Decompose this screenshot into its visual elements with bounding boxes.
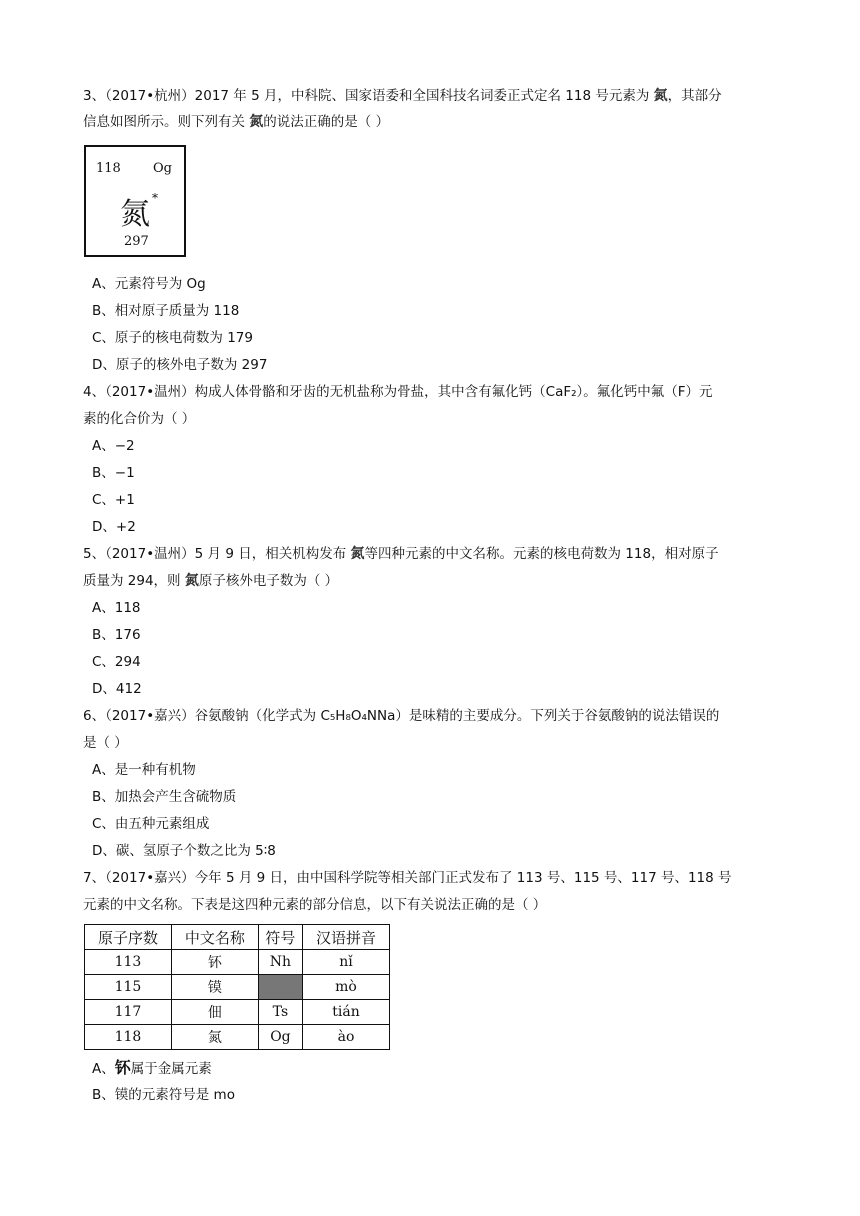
table-row: [85, 975, 390, 1000]
table-cell: ào: [303, 1025, 390, 1050]
table-cell: Ts: [258, 1000, 302, 1025]
q3-stem-tail: ，其部分: [667, 88, 722, 104]
q3-stem-line1: [83, 86, 722, 106]
q5-stem-line2: [83, 571, 338, 591]
element-info-table: [84, 924, 390, 1050]
q4-option-c[interactable]: C、+1: [92, 492, 135, 508]
q6-option-d[interactable]: D、碳、氢原子个数之比为 5∶8: [92, 843, 276, 859]
q5-stem-line1: [83, 544, 719, 564]
element-card-mass: 297: [124, 234, 149, 249]
q4-option-b[interactable]: B、−1: [92, 465, 135, 481]
table-cell-hidden-symbol: [258, 975, 302, 1000]
table-cell: Nh: [258, 950, 302, 975]
element-glyph-nh: 钚: [114, 1058, 131, 1077]
table-header-pinyin: 汉语拼音: [303, 925, 390, 950]
q4-option-d[interactable]: D、+2: [92, 519, 136, 535]
q5-option-a[interactable]: A、118: [92, 600, 141, 616]
table-cell: 115: [85, 975, 172, 1000]
q6-option-a[interactable]: A、是一种有机物: [92, 762, 196, 778]
table-cell: mò: [303, 975, 390, 1000]
element-card-star: *: [152, 191, 158, 205]
table-cell: nǐ: [303, 950, 390, 975]
q5-stem-text2a: 质量为 294，则: [83, 573, 181, 589]
q3-option-c[interactable]: C、原子的核电荷数为 179: [92, 330, 253, 346]
q3-stem-text2b: 的说法正确的是（ ）: [263, 114, 390, 130]
q3-stem-text2a: 信息如图所示。则下列有关: [83, 114, 245, 130]
q7-option-a[interactable]: [92, 1058, 212, 1079]
q5-option-b[interactable]: B、176: [92, 627, 141, 643]
q5-stem-text1a: 5、（2017•温州）5 月 9 日，相关机构发布: [83, 546, 347, 562]
table-cell: 佃: [171, 1000, 258, 1025]
table-header-atomic-number: 原子序数: [85, 925, 172, 950]
q6-option-b[interactable]: B、加热会产生含硫物质: [92, 789, 237, 805]
q5-option-c[interactable]: C、294: [92, 654, 141, 670]
q6-option-c[interactable]: C、由五种元素组成: [92, 816, 210, 832]
table-cell: 118: [85, 1025, 172, 1050]
q6-stem-line2: 是（ ）: [83, 735, 128, 751]
q3-option-a[interactable]: A、元素符号为 Og: [92, 276, 206, 292]
table-row: [85, 1000, 390, 1025]
q4-stem-line1: 4、（2017•温州）构成人体骨骼和牙齿的无机盐称为骨盐，其中含有氟化钙（CaF₂）。氟化钙中氟（F）元: [83, 384, 713, 400]
table-cell: 氮: [171, 1025, 258, 1050]
element-card-atomic-number: 118: [96, 161, 121, 176]
q6-stem-line1: 6、（2017•嘉兴）谷氨酸钠（化学式为 C₅H₈O₄NNa）是味精的主要成分。下列关于谷氨酸钠的说法错误的: [83, 708, 720, 724]
q5-option-d[interactable]: D、412: [92, 681, 142, 697]
q7-option-b[interactable]: B、镆的元素符号是 mo: [92, 1087, 235, 1103]
q3-option-d[interactable]: D、原子的核外电子数为 297: [92, 357, 268, 373]
element-glyph-og-q5-2: 氮: [184, 573, 199, 589]
element-glyph-og-q5: 氮: [350, 546, 365, 562]
element-glyph-og-inline: 氮: [249, 114, 264, 130]
table-header-chinese-name: 中文名称: [171, 925, 258, 950]
q3-stem-text: 3、（2017•杭州）2017 年 5 月，中科院、国家语委和全国科技名词委正式定名 118 号元素为: [83, 88, 650, 104]
element-glyph-og: 氮: [653, 88, 668, 104]
q5-stem-text2b: 原子核外电子数为（ ）: [198, 573, 339, 589]
table-cell: 117: [85, 1000, 172, 1025]
table-header-symbol: 符号: [258, 925, 302, 950]
element-card: [84, 145, 186, 257]
table-cell: 钚: [171, 950, 258, 975]
q7-stem-line2: 元素的中文名称。下表是这四种元素的部分信息，以下有关说法正确的是（ ）: [83, 897, 547, 913]
element-card-symbol: Og: [153, 161, 172, 176]
table-header-row: [85, 925, 390, 950]
q7-option-a-prefix: A、: [92, 1061, 115, 1077]
q3-stem-line2: [83, 112, 389, 132]
q7-option-a-text: 属于金属元素: [130, 1061, 212, 1077]
table-row: [85, 1025, 390, 1050]
q4-option-a[interactable]: A、−2: [92, 438, 135, 454]
table-cell: 113: [85, 950, 172, 975]
q3-option-b[interactable]: B、相对原子质量为 118: [92, 303, 240, 319]
q4-stem-line2: 素的化合价为（ ）: [83, 411, 196, 427]
element-card-name: 氮: [120, 197, 150, 232]
q7-stem-line1: 7、（2017•嘉兴）今年 5 月 9 日，由中国科学院等相关部门正式发布了 113 号、115 号、117 号、118 号: [83, 870, 732, 886]
table-cell: 镆: [171, 975, 258, 1000]
table-cell: Og: [258, 1025, 302, 1050]
table-cell: tián: [303, 1000, 390, 1025]
table-row: [85, 950, 390, 975]
q5-stem-text1b: 等四种元素的中文名称。元素的核电荷数为 118，相对原子: [364, 546, 719, 562]
